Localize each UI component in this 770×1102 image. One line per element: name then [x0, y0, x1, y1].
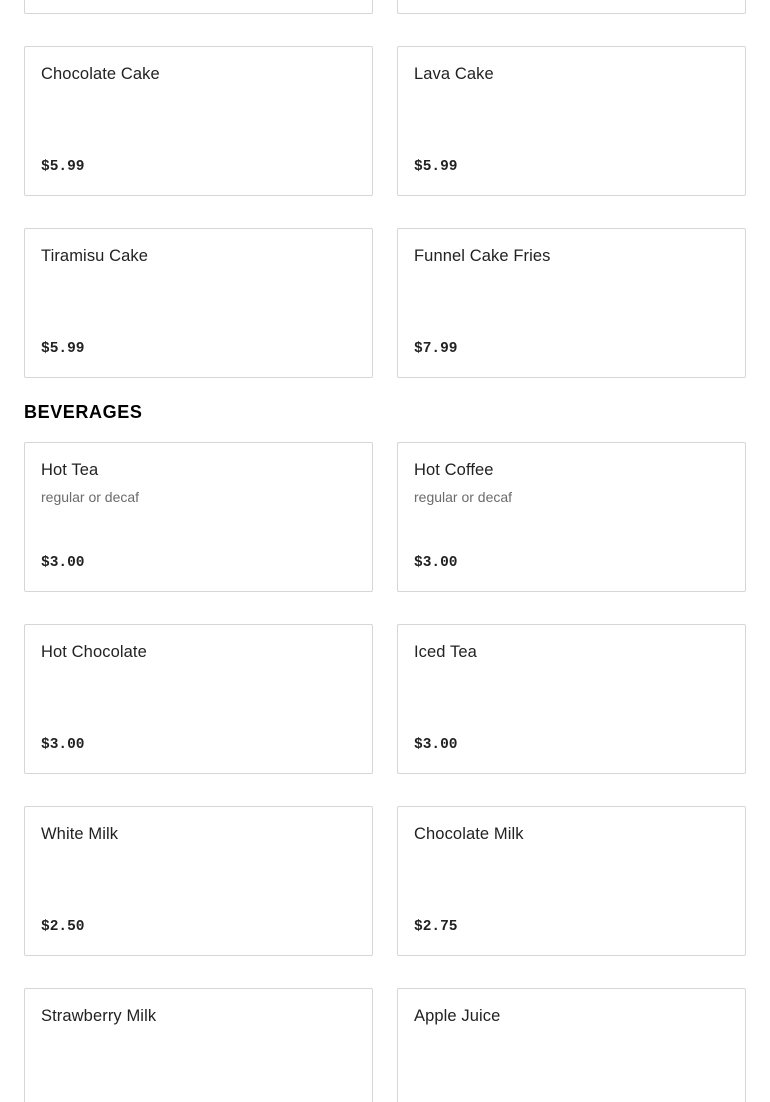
menu-item-name: Iced Tea — [414, 643, 477, 661]
menu-item-description: regular or decaf — [414, 489, 513, 505]
menu-item-price: $3.00 — [414, 555, 458, 571]
menu-item-card[interactable] — [24, 442, 373, 592]
section-title-beverages: BEVERAGES — [24, 402, 143, 422]
menu-item-price: $2.75 — [414, 919, 458, 935]
menu-item-name: Strawberry Milk — [41, 1007, 157, 1025]
menu-item-price: $7.99 — [414, 341, 458, 357]
menu-item-card[interactable] — [397, 624, 746, 774]
menu-item-name: Lava Cake — [414, 65, 494, 83]
menu-item-name: Apple Juice — [414, 1007, 501, 1025]
menu-item-card[interactable] — [24, 228, 373, 378]
menu-item-card[interactable] — [397, 228, 746, 378]
menu-item-price: $3.00 — [41, 555, 85, 571]
menu-item-description: regular or decaf — [41, 489, 140, 505]
menu-item-price: $5.99 — [41, 341, 85, 357]
menu-item-name: Tiramisu Cake — [41, 247, 149, 265]
menu-item-name: Hot Coffee — [414, 461, 494, 479]
menu-item-name: Hot Chocolate — [41, 643, 147, 661]
menu-item-price: $3.00 — [414, 737, 458, 753]
menu-item-card[interactable] — [24, 46, 373, 196]
menu-item-price: $3.00 — [41, 737, 85, 753]
menu-item-name: Chocolate Milk — [414, 825, 524, 843]
menu-item-card[interactable] — [24, 806, 373, 956]
menu-item-card[interactable] — [397, 0, 746, 14]
menu-item-card[interactable] — [397, 442, 746, 592]
menu-item-card[interactable] — [24, 0, 373, 14]
menu-item-card[interactable] — [24, 988, 373, 1102]
menu-item-name: Chocolate Cake — [41, 65, 160, 83]
menu-item-name: White Milk — [41, 825, 119, 843]
menu-item-price: $5.99 — [414, 159, 458, 175]
menu-item-card[interactable] — [397, 46, 746, 196]
menu-item-card[interactable] — [24, 624, 373, 774]
menu-item-card[interactable] — [397, 988, 746, 1102]
menu-item-price: $2.50 — [41, 919, 85, 935]
menu-item-card[interactable] — [397, 806, 746, 956]
menu-item-price: $5.99 — [41, 159, 85, 175]
menu-item-name: Funnel Cake Fries — [414, 247, 551, 265]
menu-item-name: Hot Tea — [41, 461, 99, 479]
